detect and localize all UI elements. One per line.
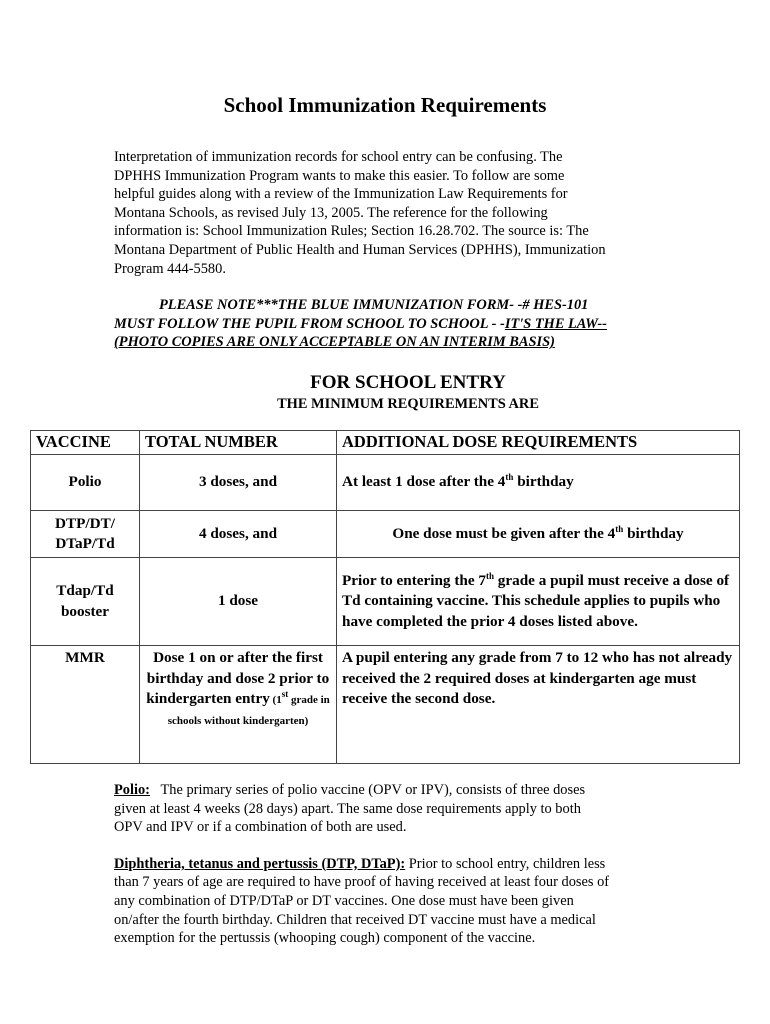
notes-section xyxy=(114,781,674,966)
additional-dose-text: birthday xyxy=(623,524,684,542)
intro-line: Montana Department of Public Health and Human Services (DPHHS), Immunization xyxy=(114,241,606,258)
additional-dose-text: At least 1 dose after the 4 xyxy=(342,473,506,491)
requirements-table xyxy=(30,430,740,764)
note-line: than 7 years of age are required to have proof of having received at least four doses of xyxy=(114,874,610,891)
note-line xyxy=(114,781,674,800)
intro-line: DPHHS Immunization Program wants to make this easier. To follow are some xyxy=(114,167,565,184)
additional-dose-text: grade a pupil must receive a dose of Td containing vaccine. This schedule applies to pupils who have completed the prior 4 doses listed above. xyxy=(342,571,730,630)
dtp-note xyxy=(114,855,674,948)
total-number-cell: 4 doses, and xyxy=(140,511,337,558)
vaccine-name-line: DTaP/Td xyxy=(55,535,115,552)
vaccine-name-line: booster xyxy=(60,602,110,620)
header-additional-dose: ADDITIONAL DOSE REQUIREMENTS xyxy=(337,431,740,455)
ordinal-suffix: th xyxy=(505,472,514,483)
notice-line-1: PLEASE NOTE***THE BLUE IMMUNIZATION FORM- -# HES-101 xyxy=(159,297,589,313)
note-line: on/after the fourth birthday. Children that received DT vaccine must have a medical xyxy=(114,911,596,928)
notice-line-3: (PHOTO COPIES ARE ONLY ACCEPTABLE ON AN INTERIM BASIS) xyxy=(114,334,555,351)
intro-line: Interpretation of immunization records for school entry can be confusing. The xyxy=(114,149,563,165)
note-text: The primary series of polio vaccine (OPV or IPV), consists of three doses xyxy=(149,782,586,798)
intro-line: Program 444-5580. xyxy=(114,260,226,277)
additional-dose-cell: A pupil entering any grade from 7 to 12 who has not already received the 2 required doses at kindergarten age must receive the second dose. xyxy=(337,646,740,764)
page-title: School Immunization Requirements xyxy=(223,93,547,117)
note-line: OPV and IPV or if a combination of both are used. xyxy=(114,819,407,836)
note-line: exemption for the pertussis (whooping cough) component of the vaccine. xyxy=(114,930,536,947)
additional-dose-cell xyxy=(337,511,740,558)
header-vaccine: VACCINE xyxy=(31,431,140,455)
vaccine-cell: MMR xyxy=(31,646,140,764)
total-number-text: Dose 1 on or after the first birthday and dose 2 prior to kindergarten entry xyxy=(146,649,330,707)
vaccine-name-line: Tdap/Td xyxy=(56,582,114,599)
vaccine-name-line: DTP/DT/ xyxy=(55,514,115,532)
table-row xyxy=(31,455,740,511)
form-notice xyxy=(114,296,674,352)
intro-line: information is: School Immunization Rules; Section 16.28.702. The source is: The xyxy=(114,223,589,240)
ordinal-suffix: st xyxy=(281,688,289,699)
total-number-cell xyxy=(140,646,337,764)
intro-paragraph xyxy=(114,148,662,278)
vaccine-cell: Polio xyxy=(31,455,140,511)
total-number-note: (1 xyxy=(269,694,282,706)
note-text: Prior to school entry, children less xyxy=(405,855,606,872)
table-row xyxy=(31,646,740,764)
intro-line: helpful guides along with a review of the Immunization Law Requirements for xyxy=(114,186,568,203)
section-heading: FOR SCHOOL ENTRY xyxy=(310,372,506,393)
vaccine-cell xyxy=(31,558,140,646)
notice-line-2 xyxy=(114,315,674,334)
intro-line: Montana Schools, as revised July 13, 2005. The reference for the following xyxy=(114,204,548,221)
table-header-row xyxy=(31,431,740,455)
ordinal-suffix: th xyxy=(615,523,624,534)
vaccine-cell xyxy=(31,511,140,558)
total-number-cell: 1 dose xyxy=(140,558,337,646)
total-number-cell: 3 doses, and xyxy=(140,455,337,511)
note-label: Polio: xyxy=(114,782,150,798)
polio-note xyxy=(114,781,674,837)
additional-dose-text: One dose must be given after the 4 xyxy=(392,524,616,542)
table-row xyxy=(31,511,740,558)
notice-law-text: IT'S THE LAW-- xyxy=(504,315,607,332)
note-label: Diphtheria, tetanus and pertussis (DTP, DTaP): xyxy=(114,855,406,872)
additional-dose-cell xyxy=(337,455,740,511)
header-total-number: TOTAL NUMBER xyxy=(140,431,337,455)
notice-line-2-text: MUST FOLLOW THE PUPIL FROM SCHOOL TO SCHOOL - - xyxy=(114,315,505,332)
additional-dose-text: birthday xyxy=(513,473,574,491)
section-subheading: THE MINIMUM REQUIREMENTS ARE xyxy=(277,396,539,412)
total-number-note: grade in schools without kindergarten) xyxy=(167,694,330,727)
ordinal-suffix: th xyxy=(485,570,494,581)
note-line xyxy=(114,855,674,874)
note-line: any combination of DTP/DTaP or DT vaccines. One dose must have been given xyxy=(114,892,574,909)
additional-dose-text: Prior to entering the 7 xyxy=(342,571,486,589)
additional-dose-cell xyxy=(337,558,740,646)
note-line: given at least 4 weeks (28 days) apart. The same dose requirements apply to both xyxy=(114,800,581,817)
table-row xyxy=(31,558,740,646)
